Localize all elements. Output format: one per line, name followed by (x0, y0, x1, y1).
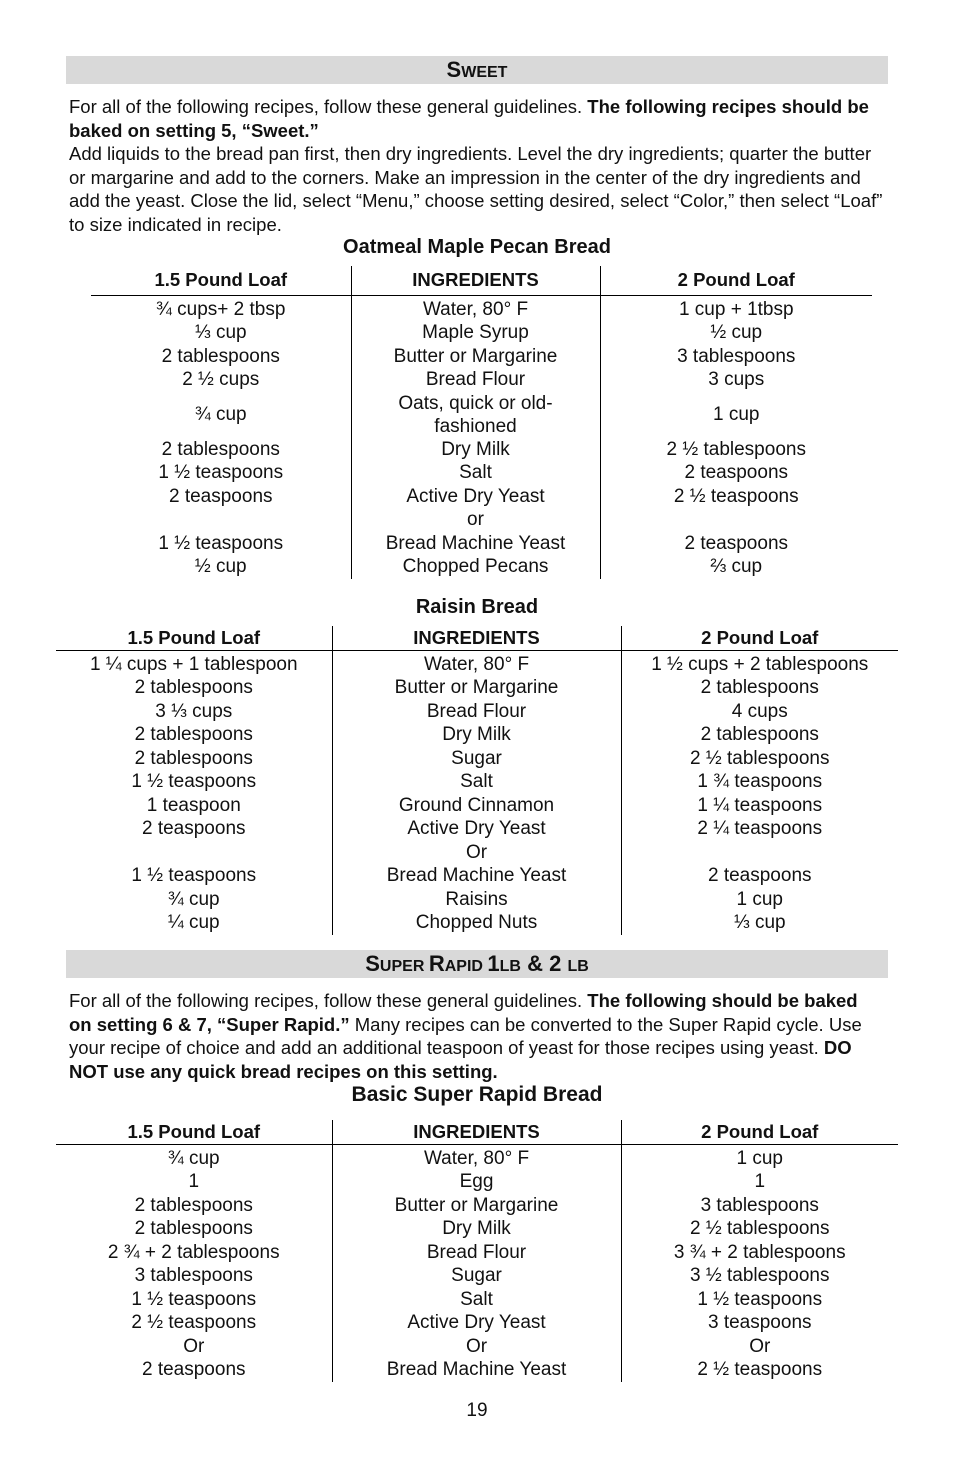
table-row (56, 1241, 898, 1265)
table-cell: 1 ½ teaspoons (158, 462, 284, 483)
header-text: LB (567, 958, 589, 975)
table-cell: 3 tablespoons (600, 345, 872, 369)
table-row (56, 911, 898, 935)
table-row (56, 841, 898, 865)
table-row (91, 345, 872, 369)
table-cell: 3 cups (600, 368, 872, 392)
header-text: UPER (379, 958, 429, 975)
table-cell: 1 cup (621, 1144, 898, 1170)
table-cell: ¾ cup (194, 403, 247, 425)
column-header: 1.5 Pound Loaf (56, 626, 332, 650)
table-cell: Maple Syrup (351, 321, 600, 345)
table-cell: 2 tablespoons (161, 438, 280, 460)
table-row (91, 438, 872, 462)
table-row (56, 1170, 898, 1194)
table-cell: 1 cup (621, 888, 898, 912)
table-row (56, 650, 898, 676)
table-row (56, 1335, 898, 1359)
table-row (56, 1194, 898, 1218)
table-row (56, 676, 898, 700)
table-cell: 2 tablespoons (621, 676, 898, 700)
table-row (91, 392, 872, 438)
table-cell: 3 tablespoons (134, 1265, 253, 1286)
table-row (56, 723, 898, 747)
table-row (56, 1358, 898, 1382)
table-cell: Chopped Nuts (332, 911, 621, 935)
table-row (56, 1217, 898, 1241)
table-cell: Or (332, 841, 621, 865)
column-header: 2 Pound Loaf (621, 626, 898, 650)
table-cell: Egg (332, 1170, 621, 1194)
header-text: LB (499, 958, 521, 975)
table-row (56, 1264, 898, 1288)
table-cell: Bread Flour (351, 368, 600, 392)
table-cell: Salt (351, 461, 600, 485)
table-row (56, 1288, 898, 1312)
table-cell: ¾ cup (167, 888, 220, 910)
table-cell: Butter or Margarine (332, 676, 621, 700)
table-cell: Bread Machine Yeast (332, 1358, 621, 1382)
table-cell: Salt (332, 1288, 621, 1312)
table-row (91, 368, 872, 392)
column-header: INGREDIENTS (332, 626, 621, 650)
table-cell: Or (183, 1335, 205, 1357)
header-text: R (428, 951, 445, 976)
column-header: 2 Pound Loaf (621, 1120, 898, 1144)
table-cell: 2 teaspoons (600, 532, 872, 556)
super-rapid-intro (69, 989, 884, 1083)
table-cell (600, 508, 872, 532)
table-cell: 1 ½ teaspoons (621, 1288, 898, 1312)
table-cell: 2 ½ teaspoons (621, 1358, 898, 1382)
table-cell: 2 tablespoons (134, 1218, 253, 1239)
table-cell: 2 tablespoons (134, 747, 253, 769)
column-header: INGREDIENTS (351, 266, 600, 295)
header-text: WEET (461, 64, 508, 81)
table-cell: 1 (621, 1170, 898, 1194)
table-cell: 2 tablespoons (134, 677, 253, 698)
recipe-title: Basic Super Rapid Bread (351, 1083, 603, 1106)
recipe-table-oatmeal (91, 266, 872, 579)
column-header: 2 Pound Loaf (600, 266, 872, 295)
intro-bold-text: The following should be baked on setting 6 & 7, “Super Rapid.” (69, 990, 858, 1035)
intro-bold-text: DO NOT use any quick bread recipes on this setting. (69, 1037, 852, 1082)
table-cell: 2 ¼ teaspoons (621, 817, 898, 841)
table-cell: Water, 80° F (332, 650, 621, 676)
table-cell: Chopped Pecans (351, 555, 600, 579)
table-cell: 1 teaspoon (146, 794, 241, 816)
header-text: APID (444, 958, 488, 975)
intro-text: Many recipes can be converted to the Super Rapid cycle. Use your recipe of choice and add an additional teaspoon of yeast for those recipes using yeast. (69, 1013, 862, 1058)
table-cell: 2 ¾ + 2 tablespoons (107, 1241, 280, 1263)
table-cell: 2 teaspoons (600, 461, 872, 485)
table-cell: 1 ¼ teaspoons (621, 794, 898, 818)
table-cell: 3 teaspoons (621, 1311, 898, 1335)
table-cell: 2 teaspoons (141, 818, 246, 839)
table-cell: Dry Milk (332, 723, 621, 747)
table-cell: 2 teaspoons (168, 485, 273, 507)
column-header: 1.5 Pound Loaf (56, 1120, 332, 1144)
table-cell: ⅓ cup (194, 322, 247, 343)
table-cell: 2 ½ teaspoons (131, 1312, 257, 1333)
table-cell: Raisins (332, 888, 621, 912)
table-cell: ¾ cup (167, 1147, 220, 1169)
table-cell: 3 tablespoons (621, 1194, 898, 1218)
table-cell: 1 ½ teaspoons (131, 865, 257, 886)
page-number: 19 (466, 1400, 488, 1421)
table-cell: Dry Milk (332, 1217, 621, 1241)
table-cell: 2 teaspoons (621, 864, 898, 888)
intro-text: For all of the following recipes, follow these general guidelines. (69, 96, 588, 117)
section-header-super-rapid (66, 950, 888, 978)
sweet-intro (69, 95, 884, 236)
table-row (91, 508, 872, 532)
table-row (91, 461, 872, 485)
table-cell (621, 841, 898, 865)
header-text: 1 (487, 951, 500, 976)
table-cell: Or (621, 1335, 898, 1359)
table-cell: or (351, 508, 600, 532)
table-cell: 2 teaspoons (141, 1359, 246, 1380)
table-cell: 2 tablespoons (134, 1194, 253, 1216)
table-cell: ⅔ cup (600, 555, 872, 579)
table-cell: 2 ½ teaspoons (600, 485, 872, 509)
table-cell: Salt (332, 770, 621, 794)
table-cell: 1 (188, 1171, 200, 1192)
table-cell: 1 ¾ teaspoons (621, 770, 898, 794)
table-cell: 3 ⅓ cups (155, 700, 233, 722)
table-cell: ½ cup (600, 321, 872, 345)
table-cell: Bread Flour (332, 1241, 621, 1265)
recipe-table-super-rapid (56, 1120, 898, 1382)
table-cell: 2 ½ cups (182, 369, 260, 390)
table-row (91, 321, 872, 345)
table-cell: ¼ cup (167, 912, 220, 933)
table-cell: 2 tablespoons (621, 723, 898, 747)
recipe-title: Raisin Bread (415, 596, 539, 618)
table-cell: Dry Milk (351, 438, 600, 462)
table-cell: 1 ½ teaspoons (131, 771, 257, 792)
table-row (56, 700, 898, 724)
table-cell: Or (332, 1335, 621, 1359)
recipe-title: Oatmeal Maple Pecan Bread (343, 236, 611, 258)
table-cell: Oats, quick or old-fashioned (351, 392, 600, 438)
table-cell: 3 ¾ + 2 tablespoons (621, 1241, 898, 1265)
table-cell: 2 ½ tablespoons (621, 1217, 898, 1241)
table-cell: Ground Cinnamon (332, 794, 621, 818)
table-cell: Active Dry Yeast (332, 1311, 621, 1335)
table-cell (56, 841, 332, 865)
table-cell: Active Dry Yeast (332, 817, 621, 841)
table-row (56, 1311, 898, 1335)
table-cell: 2 ½ tablespoons (600, 438, 872, 462)
table-cell: 1 ¼ cups + 1 tablespoon (89, 653, 298, 675)
table-cell: Bread Machine Yeast (332, 864, 621, 888)
table-row (56, 817, 898, 841)
table-cell: ⅓ cup (621, 911, 898, 935)
table-row (56, 794, 898, 818)
table-cell: 4 cups (621, 700, 898, 724)
header-text: S (365, 951, 380, 976)
table-row (91, 295, 872, 321)
table-cell: Active Dry Yeast (351, 485, 600, 509)
table-row (91, 532, 872, 556)
table-row (56, 1144, 898, 1170)
table-cell: Sugar (332, 1264, 621, 1288)
intro-bold-text: The following recipes should be baked on setting 5, “Sweet.” (69, 96, 869, 141)
table-cell: Water, 80° F (351, 295, 600, 321)
section-header-sweet (66, 56, 888, 84)
table-row (91, 485, 872, 509)
table-cell: 2 tablespoons (161, 345, 280, 367)
column-header: 1.5 Pound Loaf (91, 266, 351, 295)
table-cell (91, 508, 351, 532)
table-row (56, 888, 898, 912)
table-cell: 1 ½ teaspoons (158, 532, 284, 554)
table-cell: 2 ½ tablespoons (621, 747, 898, 771)
table-cell: 1 cup (600, 392, 872, 438)
header-text: & 2 (520, 951, 568, 976)
table-cell: 2 tablespoons (134, 724, 253, 745)
table-row (56, 770, 898, 794)
table-cell: 3 ½ tablespoons (621, 1264, 898, 1288)
table-cell: ¾ cups+ 2 tbsp (156, 298, 286, 320)
table-row (56, 864, 898, 888)
table-cell: ½ cup (194, 556, 247, 577)
table-cell: Butter or Margarine (351, 345, 600, 369)
table-cell: 1 cup + 1tbsp (600, 295, 872, 321)
table-cell: 1 ½ teaspoons (131, 1288, 257, 1310)
intro-text: For all of the following recipes, follow these general guidelines. (69, 990, 588, 1011)
table-row (91, 555, 872, 579)
header-text: S (446, 57, 462, 82)
column-header: INGREDIENTS (332, 1120, 621, 1144)
table-cell: Butter or Margarine (332, 1194, 621, 1218)
table-cell: 1 ½ cups + 2 tablespoons (621, 650, 898, 676)
table-cell: Water, 80° F (332, 1144, 621, 1170)
table-row (56, 747, 898, 771)
table-cell: Bread Machine Yeast (351, 532, 600, 556)
recipe-table-raisin (56, 626, 898, 935)
table-cell: Bread Flour (332, 700, 621, 724)
table-cell: Sugar (332, 747, 621, 771)
instructions-text: Add liquids to the bread pan first, then dry ingredients. Level the dry ingredients; quarter the butter or margarine and add to the corners. Make an impression in the center of the dry ingredients and add the yeast. Close the lid, select “Menu,” choose setting desired, select “Color,” then select “Loaf” to size indicated in recipe. (69, 143, 883, 235)
